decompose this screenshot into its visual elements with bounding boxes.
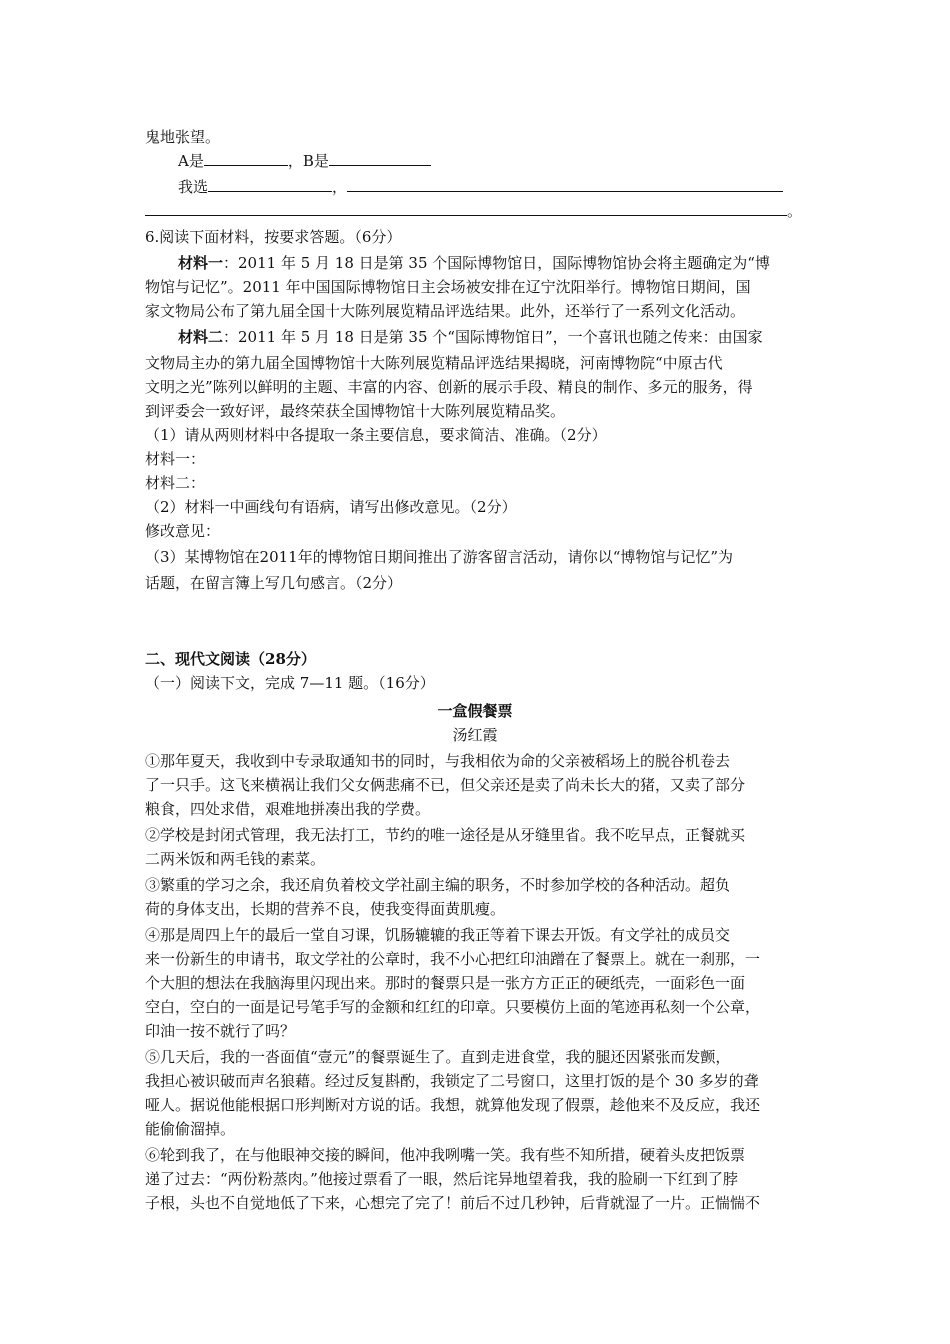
choose-blank[interactable] bbox=[208, 176, 332, 192]
q5-continuation: 鬼地张望。 bbox=[145, 128, 221, 146]
q6-sub-1: （1）请从两则材料中各提取一条主要信息，要求简洁、准确。（2分） bbox=[145, 426, 607, 444]
material-1-label: 材料一 bbox=[178, 254, 224, 272]
q6-sub-1-answer-b: 材料二： bbox=[145, 474, 206, 492]
article-line: 哑人。据说他能根据口形判断对方说的话。我想，就算他发现了假票，趁他来不及反应，我还 bbox=[145, 1096, 761, 1114]
article-line: 个大胆的想法在我脑海里闪现出来。那时的餐票只是一张方方正正的硬纸壳，一面彩色一面 bbox=[145, 974, 746, 992]
material-2-line-4: 到评委会一致好评，最终荣获全国博物馆十大陈列展览精品奖。 bbox=[145, 402, 566, 420]
article-author: 汤红霞 bbox=[452, 726, 498, 744]
material-2-line-1 bbox=[178, 326, 763, 348]
article-line: 我担心被识破而声名狼藉。经过反复斟酌，我锁定了二号窗口，这里打饭的是个 30 多岁的聋 bbox=[145, 1072, 759, 1090]
q6-sub-2: （2）材料一中画线句有语病，请写出修改意见。（2分） bbox=[145, 498, 517, 516]
material-1-text: ：2011 年 5 月 18 日是第 35 个国际博物馆日，国际博物馆协会将主题确定为“博 bbox=[223, 254, 770, 272]
article-line: 子根，头也不自觉地低了下来，心想完了完了！前后不过几秒钟，后背就湿了一片。正惴惴不 bbox=[145, 1194, 761, 1212]
material-2-text: ：2011 年 5 月 18 日是第 35 个“国际博物馆日”，一个喜讯也随之传来：由国家 bbox=[223, 328, 763, 346]
article-line: ③繁重的学习之余，我还肩负着校文学社副主编的职务，不时参加学校的各种活动。超负 bbox=[145, 876, 731, 894]
b-blank[interactable] bbox=[329, 150, 431, 166]
reason-blank-2[interactable] bbox=[145, 200, 787, 216]
material-1-line-1 bbox=[178, 252, 770, 274]
material-2-line-2: 文物局主办的第九届全国博物馆十大陈列展览精品评选结果揭晓，河南博物院“中原古代 bbox=[145, 354, 723, 372]
q6-sub-2-answer: 修改意见： bbox=[145, 522, 221, 540]
article-line: ⑥轮到我了，在与他眼神交接的瞬间，他冲我咧嘴一笑。我有些不知所措，硬着头皮把饭票 bbox=[145, 1146, 746, 1164]
material-2-line-3: 文明之光”陈列以鲜明的主题、丰富的内容、创新的展示手段、精良的制作、多元的服务，得 bbox=[145, 378, 753, 396]
b-label: ，B是 bbox=[287, 152, 329, 170]
choose-reason-blank[interactable] bbox=[347, 176, 783, 192]
q6-sub-3-line-1: （3）某博物馆在2011年的博物馆日期间推出了游客留言活动，请你以“博物馆与记忆”为 bbox=[145, 548, 734, 566]
article-line: 粮食，四处求借，艰难地拼凑出我的学费。 bbox=[145, 800, 431, 818]
material-1-line-3: 家文物局公布了第九届全国十大陈列展览精品评选结果。此外，还举行了一系列文化活动。 bbox=[145, 302, 746, 320]
article-line: 了一只手。这飞来横祸让我们父女俩悲痛不已，但父亲还是卖了尚未长大的猪，又卖了部分 bbox=[145, 776, 746, 794]
material-2-label: 材料二 bbox=[178, 328, 224, 346]
q6-sub-3-line-2: 话题，在留言簿上写几句感言。（2分） bbox=[145, 574, 403, 592]
article-line: ④那是周四上午的最后一堂自习课，饥肠辘辘的我正等着下课去开饭。有文学社的成员交 bbox=[145, 926, 731, 944]
a-blank[interactable] bbox=[204, 150, 288, 166]
choose-label: 我选 bbox=[178, 178, 209, 196]
choose-comma: ， bbox=[332, 178, 348, 196]
q5-ab-line bbox=[178, 150, 431, 172]
q6-heading: 6.阅读下面材料，按要求答题。（6分） bbox=[145, 228, 402, 246]
article-line: ⑤几天后，我的一沓面值“壹元”的餐票诞生了。直到走进食堂，我的腿还因紧张而发颤， bbox=[145, 1048, 731, 1066]
article-line: 来一份新生的申请书，取文学社的公章时，我不小心把红印油蹭在了餐票上。就在一刹那，一 bbox=[145, 950, 761, 968]
q5-reason-line bbox=[145, 200, 802, 222]
article-line: 能偷偷溜掉。 bbox=[145, 1120, 236, 1138]
article-line: 荷的身体支出，长期的营养不良，使我变得面黄肌瘦。 bbox=[145, 900, 506, 918]
article-line: 递了过去：“两份粉蒸肉。”他接过票看了一眼，然后诧异地望着我，我的脸刷一下红到了脖 bbox=[145, 1170, 738, 1188]
section-2-heading: 二、现代文阅读（28分） bbox=[145, 650, 316, 668]
article-line: ②学校是封闭式管理，我无法打工，节约的唯一途径是从牙缝里省。我不吃早点，正餐就买 bbox=[145, 826, 746, 844]
end-mark: 。 bbox=[787, 202, 803, 220]
article-title: 一盒假餐票 bbox=[437, 702, 513, 720]
q6-sub-1-answer-a: 材料一： bbox=[145, 450, 206, 468]
article-line: ①那年夏天，我收到中专录取通知书的同时，与我相依为命的父亲被稻场上的脱谷机卷去 bbox=[145, 752, 731, 770]
material-1-line-2: 物馆与记忆”。2011 年中国国际博物馆日主会场被安排在辽宁沈阳举行。博物馆日期间，国 bbox=[145, 278, 751, 296]
article-line: 二两米饭和两毛钱的素菜。 bbox=[145, 850, 326, 868]
section-2-subheading: （一）阅读下文，完成 7—11 题。（16分） bbox=[145, 674, 435, 692]
a-label: A是 bbox=[178, 152, 204, 170]
article-line: 空白，空白的一面是记号笔手写的金额和红红的印章。只要模仿上面的笔迹再私刻一个公章， bbox=[145, 998, 761, 1016]
article-line: 印油一按不就行了吗？ bbox=[145, 1022, 296, 1040]
q5-choose-line bbox=[178, 176, 783, 198]
